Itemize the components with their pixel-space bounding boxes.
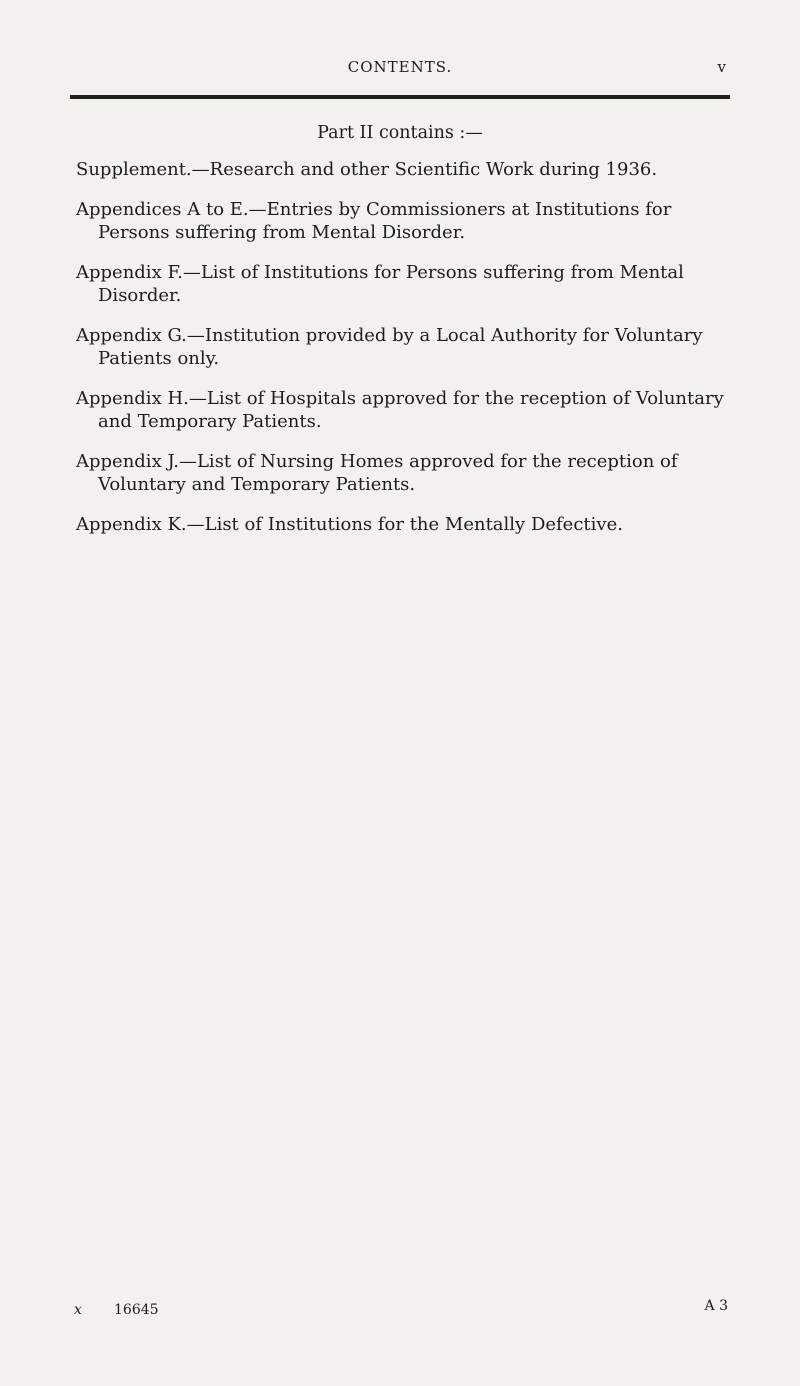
running-title: CONTENTS. xyxy=(347,58,453,76)
print-code: 16645 xyxy=(114,1302,159,1318)
contents-entry-appendices-a-e: Appendices A to E.—Entries by Commissioners at Institutions for Persons suffering from Mental Disorder. xyxy=(76,199,672,243)
running-head xyxy=(70,58,730,80)
page-footer xyxy=(74,1298,730,1320)
signature-mark: x xyxy=(74,1302,82,1318)
contents-entry-appendix-j: Appendix J.—List of Nursing Homes approved for the reception of Voluntary and Temporary Patients. xyxy=(76,451,678,495)
header-rule xyxy=(70,95,730,99)
contents-entry-appendix-g: Appendix G.—Institution provided by a Local Authority for Voluntary Patients only. xyxy=(76,325,703,369)
section-intro: Part II contains :— xyxy=(317,123,483,143)
sheet-mark: A 3 xyxy=(704,1298,728,1314)
contents-entry-appendix-h: Appendix H.—List of Hospitals approved for the reception of Voluntary and Temporary Patients. xyxy=(76,388,724,432)
contents-entry-supplement: Supplement.—Research and other Scientific Work during 1936. xyxy=(76,159,658,180)
contents-list xyxy=(76,158,726,553)
contents-entry-appendix-f: Appendix F.—List of Institutions for Persons suffering from Mental Disorder. xyxy=(76,262,684,306)
page-number: v xyxy=(717,58,726,76)
contents-entry-appendix-k: Appendix K.—List of Institutions for the Mentally Defective. xyxy=(76,514,623,535)
